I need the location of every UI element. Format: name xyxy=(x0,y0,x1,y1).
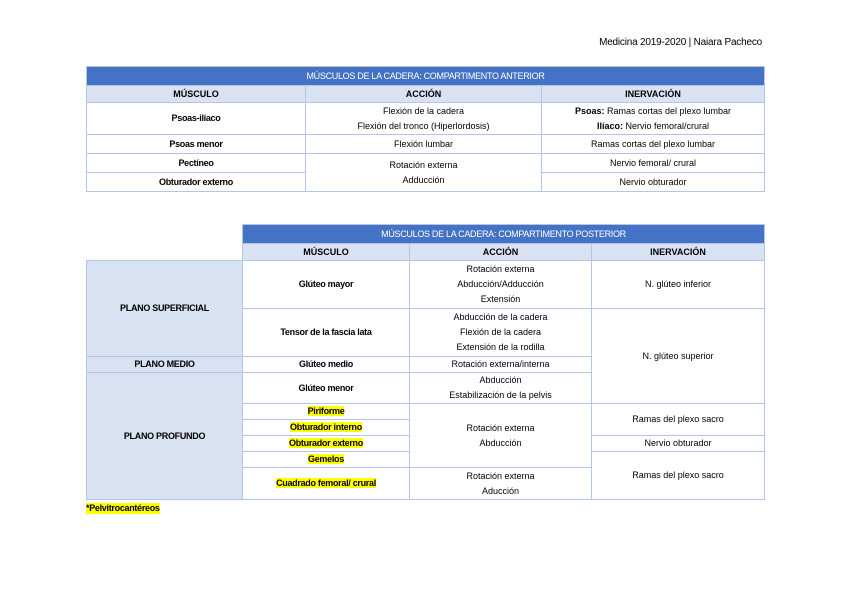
innervation-cell: Ramas del plexo sacro xyxy=(592,452,765,500)
table-row xyxy=(87,261,765,309)
table-row xyxy=(87,154,765,173)
muscle-cell: Gemelos xyxy=(243,452,410,468)
anterior-table-title: MÚSCULOS DE LA CADERA: COMPARTIMENTO ANTERIOR xyxy=(87,67,765,86)
anterior-compartment-table xyxy=(86,66,765,192)
innervation-cell: N. glúteo inferior xyxy=(592,261,765,309)
deep-action-cell: Rotación externa Abducción xyxy=(410,404,592,468)
table-row xyxy=(87,103,765,135)
muscle-cell: Obturador externo xyxy=(87,173,306,192)
col-header-accion: ACCIÓN xyxy=(410,244,592,261)
action-cell: Flexión lumbar xyxy=(306,135,542,154)
footnote: *Pelvitrocantéreos xyxy=(86,503,160,513)
innervation-cell: Ramas cortas del plexo lumbar xyxy=(542,135,765,154)
col-header-accion: ACCIÓN xyxy=(306,86,542,103)
action-cell: Flexión de la cadera Flexión del tronco (Hiperlordosis) xyxy=(306,103,542,135)
col-header-musculo: MÚSCULO xyxy=(87,86,306,103)
muscle-cell: Psoas menor xyxy=(87,135,306,154)
muscle-cell: Pectíneo xyxy=(87,154,306,173)
posterior-table-title: MÚSCULOS DE LA CADERA: COMPARTIMENTO POSTERIOR xyxy=(243,225,765,244)
muscle-cell: Glúteo medio xyxy=(243,357,410,373)
muscle-cell: Obturador externo xyxy=(243,436,410,452)
posterior-compartment-table xyxy=(86,224,765,500)
col-header-inervacion: INERVACIÓN xyxy=(592,244,765,261)
shared-action-cell: Rotación externa Adducción xyxy=(306,154,542,192)
action-cell: Abducción Estabilización de la pelvis xyxy=(410,373,592,404)
col-header-inervacion: INERVACIÓN xyxy=(542,86,765,103)
muscle-cell: Piriforme xyxy=(243,404,410,420)
innervation-cell: Nervio obturador xyxy=(542,173,765,192)
muscle-cell: Cuadrado femoral/ crural xyxy=(243,468,410,500)
table-row xyxy=(87,135,765,154)
muscle-cell: Tensor de la fascia lata xyxy=(243,309,410,357)
action-cell: Rotación externa/interna xyxy=(410,357,592,373)
document-header: Medicina 2019-2020 | Naiara Pacheco xyxy=(599,37,762,48)
muscle-cell: Obturador interno xyxy=(243,420,410,436)
innervation-cell: Psoas: Ramas cortas del plexo lumbar Ilíaco: Nervio femoral/crural xyxy=(542,103,765,135)
col-header-musculo: MÚSCULO xyxy=(243,244,410,261)
innervation-cell: Ramas del plexo sacro xyxy=(592,404,765,436)
innervation-cell: Nervio femoral/ crural xyxy=(542,154,765,173)
innervation-cell: Nervio obturador xyxy=(592,436,765,452)
muscle-cell: Glúteo menor xyxy=(243,373,410,404)
innervation-cell: N. glúteo superior xyxy=(592,309,765,404)
plane-superficial: PLANO SUPERFICIAL xyxy=(87,261,243,357)
plane-profundo: PLANO PROFUNDO xyxy=(87,373,243,500)
muscle-cell: Glúteo mayor xyxy=(243,261,410,309)
plane-medio: PLANO MEDIO xyxy=(87,357,243,373)
action-cell: Rotación externa Abducción/Adducción Extensión xyxy=(410,261,592,309)
muscle-cell: Psoas-ilíaco xyxy=(87,103,306,135)
action-cell: Abducción de la cadera Flexión de la cadera Extensión de la rodilla xyxy=(410,309,592,357)
action-cell: Rotación externa Aducción xyxy=(410,468,592,500)
